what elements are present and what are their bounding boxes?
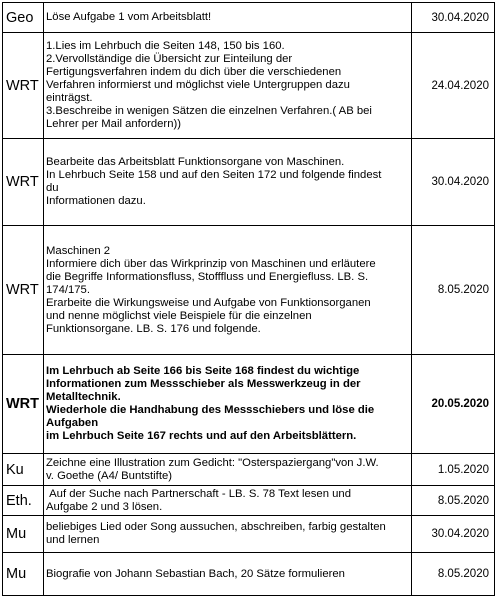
assignment-row [3,516,495,553]
due-date-cell: 30.04.2020 [412,3,495,33]
assignment-row [3,226,495,355]
task-cell [44,33,412,139]
task-line: Lehrer per Mail anfordern)) [46,118,181,130]
task-line: In Lehrbuch Seite 158 und auf den Seiten 172 und folgende findest [46,169,382,181]
task-line: Informationen dazu. [46,195,146,207]
task-line: 2.Vervollständige die Übersicht zur Einteilung der [46,53,293,65]
task-line: Informiere dich über das Wirkprinzip von Maschinen und erläutere [46,257,376,270]
assignment-row [3,553,495,596]
task-line: die Begriffe Informationsfluss, Stofffluss und Energiefluss. LB. S. [46,270,369,283]
due-date-cell: 30.04.2020 [412,139,495,226]
task-line: Fertigungsverfahren indem du dich über die verschiedenen [46,66,342,78]
subject-cell: WRT [3,355,44,454]
task-line: einträgst. [46,92,93,104]
subject-cell: WRT [3,139,44,226]
task-line: Verfahren informierst und möglichst viele Untergruppen dazu [46,79,350,91]
task-line: v. Goethe (A4/ Buntstifte) [46,469,172,482]
task-line: Auf der Suche nach Partnerschaft - LB. S. 78 Text lesen und [46,487,351,500]
due-date-cell: 20.05.2020 [412,355,495,454]
assignment-row [3,33,495,139]
subject-cell: WRT [3,33,44,139]
task-cell [44,553,412,596]
task-line: Im Lehrbuch ab Seite 166 bis Seite 168 findest du wichtige [46,365,360,377]
task-line: Metalltechnik. [46,391,121,403]
assignment-row [3,486,495,516]
assignment-table-body [3,3,495,596]
due-date-cell: 8.05.2020 [412,553,495,596]
assignment-table [2,2,495,596]
due-date-cell: 30.04.2020 [412,516,495,553]
task-line: Aufgabe 2 und 3 lösen. [46,500,163,513]
task-line: Erarbeite die Wirkungsweise und Aufgabe von Funktionsorganen [46,296,371,309]
task-cell [44,3,412,33]
task-line: 1.Lies im Lehrbuch die Seiten 148, 150 bis 160. [46,40,285,52]
assignment-row-highlighted [3,355,495,454]
due-date-cell: 8.05.2020 [412,486,495,516]
task-cell [44,454,412,486]
assignment-sheet [2,2,494,596]
task-line: 174/175. [46,283,90,296]
subject-cell: Mu [3,553,44,596]
task-line: und lernen [46,534,100,546]
task-line: Bearbeite das Arbeitsblatt Funktionsorgane von Maschinen. [46,156,345,168]
task-line: Maschinen 2 [46,244,111,257]
task-line: im Lehrbuch Seite 167 rechts und auf den Arbeitsblättern. [46,430,357,442]
task-line: Zeichne eine Illustration zum Gedicht: "Osterspaziergang"von J.W. [46,456,379,469]
task-line: Biografie von Johann Sebastian Bach, 20 Sätze formulieren [46,567,345,580]
task-line: du [46,182,59,194]
task-line: Funktionsorgane. LB. S. 176 und folgende. [46,322,261,335]
task-line: Löse Aufgabe 1 vom Arbeitsblatt! [46,11,212,23]
task-line: Informationen zum Messschieber als Messwerkzeug in der [46,378,361,390]
due-date-cell: 24.04.2020 [412,33,495,139]
task-cell [44,226,412,355]
assignment-row [3,454,495,486]
subject-cell: WRT [3,226,44,355]
task-cell [44,355,412,454]
subject-cell: Mu [3,516,44,553]
due-date-cell: 1.05.2020 [412,454,495,486]
subject-cell: Geo [3,3,44,33]
task-cell [44,139,412,226]
subject-cell: Ku [3,454,44,486]
assignment-row [3,3,495,33]
task-line: 3.Beschreibe in wenigen Sätzen die einzelnen Verfahren.( AB bei [46,105,372,117]
task-line: Wiederhole die Handhabung des Messschiebers und löse die [46,404,375,416]
task-line: beliebiges Lied oder Song aussuchen, abschreiben, farbig gestalten [46,521,386,533]
task-line: Aufgaben [46,417,99,429]
task-line: und nenne möglichst viele Beispiele für die einzelnen [46,309,312,322]
due-date-cell: 8.05.2020 [412,226,495,355]
task-cell [44,516,412,553]
assignment-row [3,139,495,226]
subject-cell: Eth. [3,486,44,516]
task-cell [44,486,412,516]
